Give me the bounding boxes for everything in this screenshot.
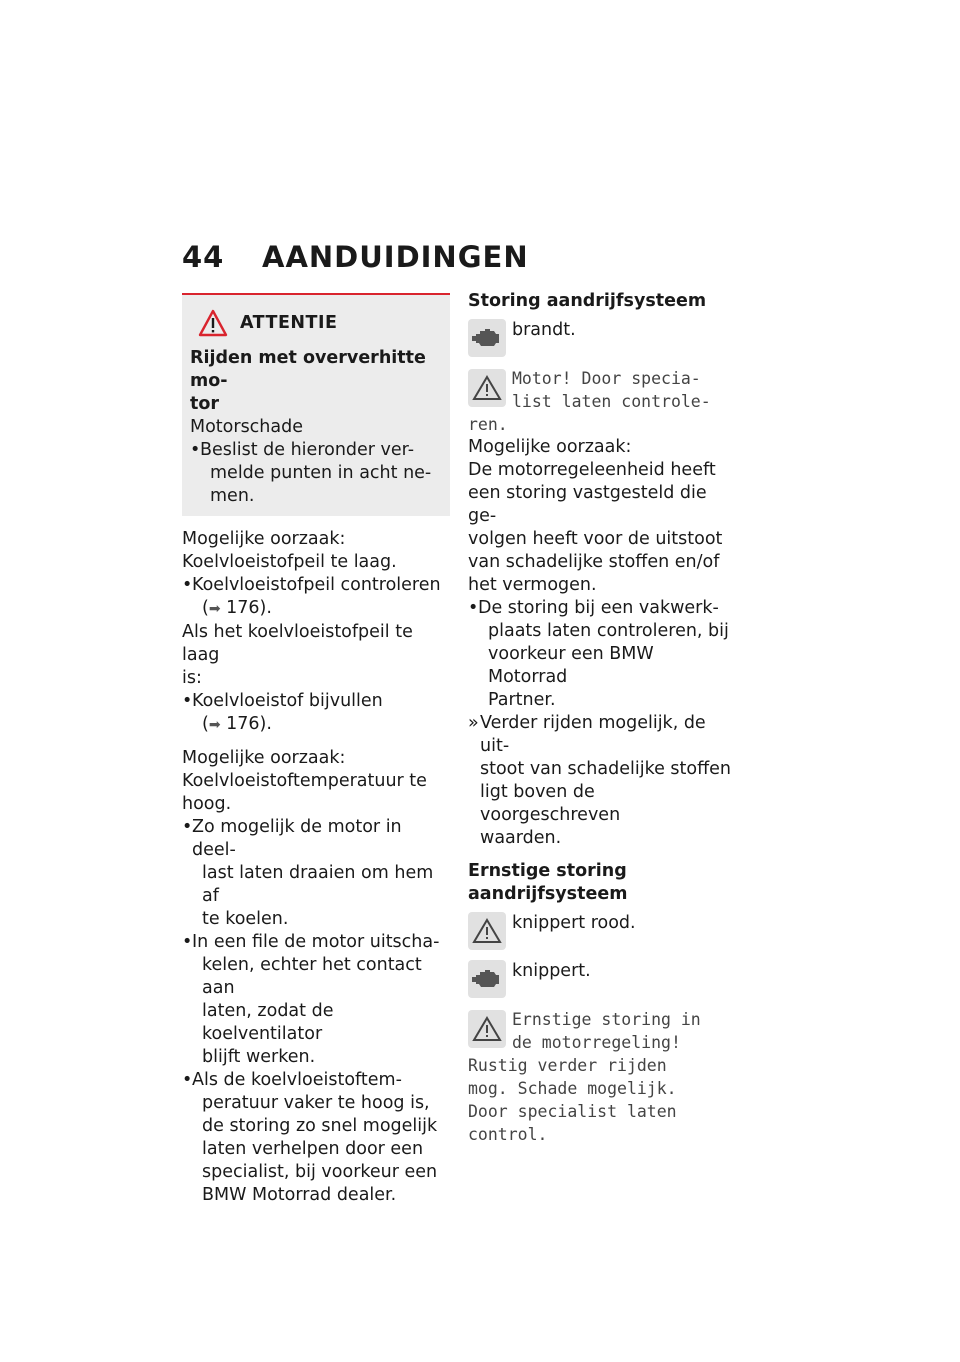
list-item-line: te koelen. (202, 909, 289, 929)
page-reference-text: 176). (226, 598, 272, 618)
cause-text: hoog. (182, 794, 232, 814)
list-item (182, 816, 450, 931)
list-item (182, 690, 450, 737)
display-message-line: ren. (468, 415, 508, 434)
attention-bullet-line: melde punten in acht ne- (210, 463, 432, 483)
display-message-lines (512, 367, 711, 413)
cause-label: Mogelijke oorzaak: (182, 529, 346, 549)
cause-text: het vermogen. (468, 575, 597, 595)
display-message-line: Ernstige storing in (512, 1010, 701, 1029)
list-item-line: BMW Motorrad dealer. (202, 1185, 397, 1205)
left-column (182, 293, 450, 1207)
page-header (182, 240, 529, 274)
display-message (468, 1008, 736, 1146)
list-item-line: blijft werken. (202, 1047, 316, 1067)
display-message-line: Motor! Door specia- (512, 369, 701, 388)
warning-triangle-icon (198, 309, 228, 337)
list-item-line: last laten draaien om hem af (202, 863, 434, 906)
result-line: ligt boven de voorgeschreven (480, 782, 621, 825)
cause-text: een storing vastgesteld die ge- (468, 483, 707, 526)
list-item (182, 931, 450, 1069)
attention-header (190, 309, 442, 337)
page-reference-text: 176). (226, 714, 272, 734)
reference-arrow-icon: ➡ (208, 601, 221, 617)
display-message (468, 367, 736, 436)
list-item (182, 1069, 450, 1207)
attention-subtitle: Motorschade (190, 417, 303, 437)
engine-check-icon (468, 319, 506, 357)
attention-label: ATTENTIE (240, 312, 338, 333)
list-item-line: specialist, bij voorkeur een (202, 1162, 438, 1182)
indicator-state: knippert. (512, 961, 591, 981)
warning-triangle-icon (468, 912, 506, 950)
list-item-line: • De storing bij een vakwerk- (478, 598, 719, 618)
list-item-line: peratuur vaker te hoog is, (202, 1093, 430, 1113)
result-marker: » (468, 713, 479, 733)
section-title: aandrijfsysteem (468, 884, 628, 904)
attention-heading-2: tor (190, 394, 220, 414)
display-message-row (468, 1008, 736, 1054)
cause-label: Mogelijke oorzaak: (468, 437, 632, 457)
condition-line: is: (182, 668, 202, 688)
display-message-line: Rustig verder rijden (468, 1056, 667, 1075)
result-item (468, 712, 736, 850)
page-reference: (➡ 176). (202, 714, 272, 734)
engine-check-icon (468, 960, 506, 998)
reference-arrow-icon: ➡ (208, 717, 221, 733)
list-item-line: laten verhelpen door een (202, 1139, 424, 1159)
list-item-line: laten, zodat de koelventilator (202, 1001, 334, 1044)
display-message-line: de motorregeling! (512, 1033, 681, 1052)
cause-label: Mogelijke oorzaak: (182, 748, 346, 768)
list-item-line: • Koelvloeistof bijvullen (192, 691, 383, 711)
list-item-line: • Zo mogelijk de motor in deel- (192, 817, 402, 860)
right-column (468, 290, 736, 1146)
display-message-line: list laten controle- (512, 392, 711, 411)
indicator-row (468, 960, 736, 998)
list-item-line: • Koelvloeistofpeil controleren (192, 575, 441, 595)
list-item-line: voorkeur een BMW Motorrad (488, 644, 654, 687)
cause-text: van schadelijke stoffen en/of (468, 552, 720, 572)
attention-heading-1: Rijden met oververhitte mo- (190, 348, 426, 391)
list-item-line: de storing zo snel mogelijk (202, 1116, 438, 1136)
list-item-line: Partner. (488, 690, 556, 710)
cause-text: Koelvloeistoftemperatuur te (182, 771, 427, 791)
result-line: Verder rijden mogelijk, de uit- (480, 713, 706, 756)
display-message-row (468, 367, 736, 413)
indicator-state: knippert rood. (512, 913, 636, 933)
attention-box (182, 293, 450, 516)
cause-text: volgen heeft voor de uitstoot (468, 529, 723, 549)
page-title: AANDUIDINGEN (262, 240, 529, 274)
result-line: waarden. (480, 828, 562, 848)
attention-bullet (190, 439, 442, 508)
display-message-line: mog. Schade mogelijk. (468, 1079, 677, 1098)
list-item (182, 574, 450, 621)
list-item-line: kelen, echter het contact aan (202, 955, 422, 998)
list-item-line: plaats laten controleren, bij (488, 621, 729, 641)
indicator-state: brandt. (512, 320, 576, 340)
display-message-line: control. (468, 1125, 548, 1144)
section-title: Ernstige storing (468, 861, 627, 881)
page-reference: (➡ 176). (202, 598, 272, 618)
condition-line: Als het koelvloeistofpeil te laag (182, 622, 413, 665)
display-message-line: Door specialist laten (468, 1102, 677, 1121)
section-title: Storing aandrijfsysteem (468, 291, 707, 311)
list-item (468, 597, 736, 712)
attention-bullet-line: • Beslist de hieronder ver- (200, 440, 415, 460)
display-message-lines (512, 1008, 701, 1054)
list-item-line: • Als de koelvloeistoftem- (192, 1070, 402, 1090)
attention-bullet-line: men. (210, 486, 255, 506)
result-line: stoot van schadelijke stoffen (480, 759, 732, 779)
page-number: 44 (182, 240, 225, 274)
cause-text: De motorregeleenheid heeft (468, 460, 716, 480)
indicator-row (468, 912, 736, 950)
cause-text: Koelvloeistofpeil te laag. (182, 552, 397, 572)
warning-triangle-icon (468, 369, 506, 407)
warning-triangle-icon (468, 1010, 506, 1048)
indicator-row (468, 319, 736, 357)
list-item-line: • In een file de motor uitscha- (192, 932, 440, 952)
